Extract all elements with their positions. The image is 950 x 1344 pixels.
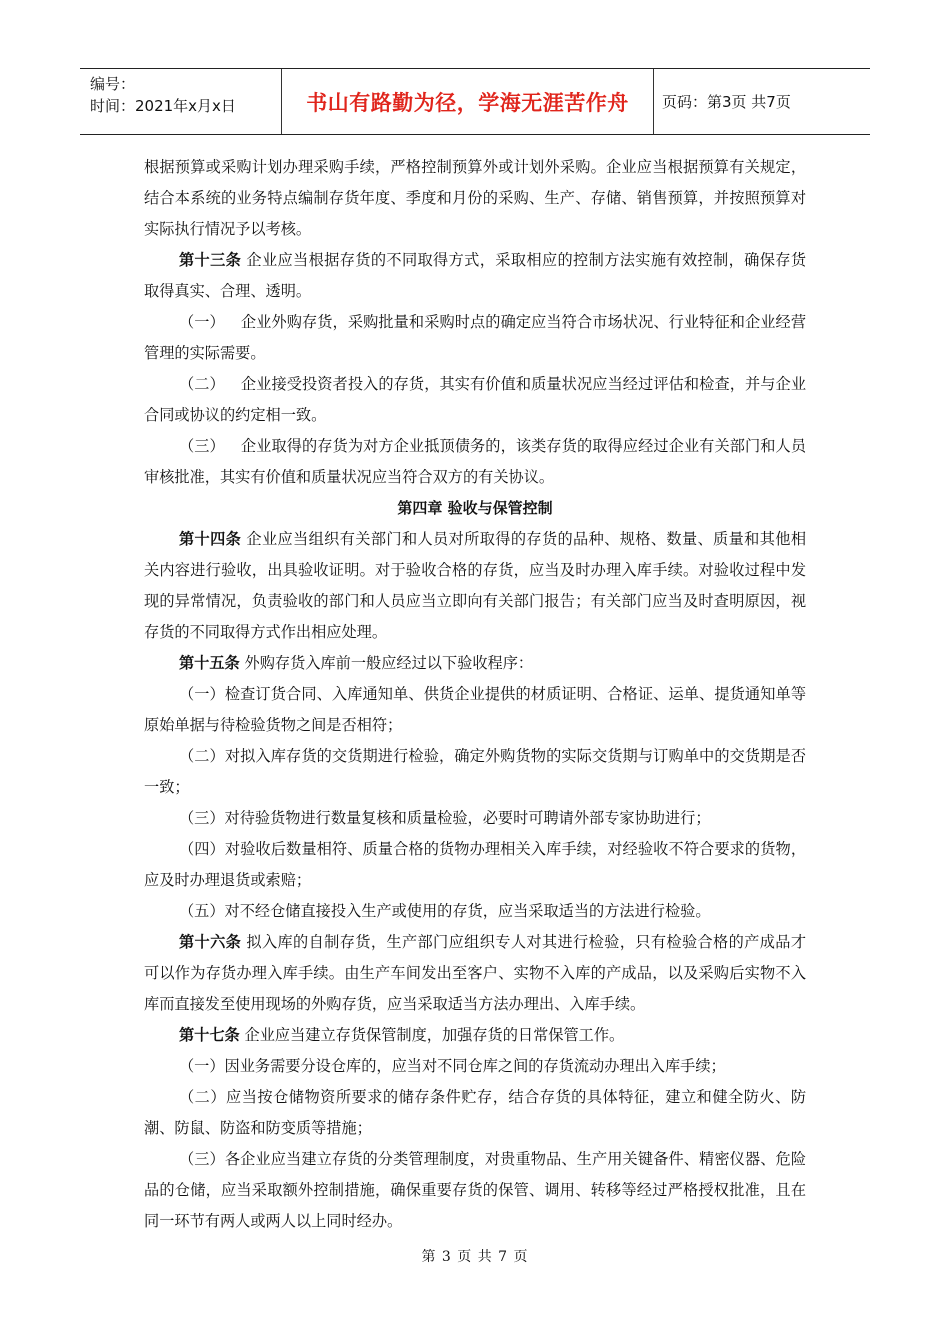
list-item: （二）应当按仓储物资所要求的储存条件贮存，结合存货的具体特征，建立和健全防火、防潮、防鼠、防盗和防变质等措施； (144, 1088, 806, 1137)
article-number: 第十四条 (178, 530, 242, 548)
time-label: 时间：2021年x月x日 (90, 97, 236, 115)
article-16: 第十六条 拟入库的自制存货，生产部门应组织专人对其进行检验，只有检验合格的产成品才可以作为存货办理入库手续。由生产车间发出至客户、实物不入库的产成品，以及采购后实物不入库而直接发至使用现场的外购存货，应当采取适当方法办理出、入库手续。 (144, 933, 807, 1013)
list-item: （二）对拟入库存货的交货期进行检验，确定外购货物的实际交货期与订购单中的交货期是否一致； (144, 747, 806, 796)
article-number: 第十七条 (178, 1026, 240, 1044)
article-14: 第十四条 企业应当组织有关部门和人员对所取得的存货的品种、规格、数量、质量和其他相关内容进行验收，出具验收证明。对于验收合格的存货，应当及时办理入库手续。对验收过程中发现的异常情况，负责验收的部门和人员应当立即向有关部门报告；有关部门应当及时查明原因，视存货的不同取得方式作出相应处理。 (144, 530, 807, 641)
list-item: （三）各企业应当建立存货的分类管理制度，对贵重物品、生产用关键备件、精密仪器、危险品的仓储，应当采取额外控制措施，确保重要存货的保管、调用、转移等经过严格授权批准，且在同一环节有两人或两人以上同时经办。 (144, 1150, 806, 1230)
document-header (80, 68, 870, 135)
list-item: （五）对不经仓储直接投入生产或使用的存货，应当采取适当的方法进行检验。 (178, 902, 711, 920)
list-item: （三） 企业取得的存货为对方企业抵顶债务的，该类存货的取得应经过企业有关部门和人员审核批准，其实有价值和质量状况应当符合双方的有关协议。 (144, 437, 807, 486)
page-footer: 第 3 页 共 7 页 (421, 1249, 529, 1265)
list-item: （四）对验收后数量相符、质量合格的货物办理相关入库手续，对经验收不符合要求的货物，应及时办理退货或索赔； (144, 840, 806, 889)
list-item: （一）检查订货合同、入库通知单、供货企业提供的材质证明、合格证、运单、提货通知单等原始单据与待检验货物之间是否相符； (144, 685, 806, 734)
article-15: 第十五条 外购存货入库前一般应经过以下验收程序： (178, 654, 534, 672)
article-number: 第十六条 (178, 933, 242, 951)
header-meta (80, 69, 282, 134)
article-17: 第十七条 企业应当建立存货保管制度，加强存货的日常保管工作。 (178, 1026, 625, 1044)
paragraph: 根据预算或采购计划办理采购手续，严格控制预算外或计划外采购。企业应当根据预算有关规定，结合本系统的业务特点编制存货年度、季度和月份的采购、生产、存储、销售预算，并按照预算对实际执行情况予以考核。 (144, 158, 806, 238)
list-item: （二） 企业接受投资者投入的存货，其实有价值和质量状况应当经过评估和检查，并与企业合同或协议的约定相一致。 (144, 375, 807, 424)
list-item: （一） 企业外购存货，采购批量和采购时点的确定应当符合市场状况、行业特征和企业经营管理的实际需要。 (144, 313, 807, 362)
article-13: 第十三条 企业应当根据存货的不同取得方式，采取相应的控制方法实施有效控制，确保存货取得真实、合理、透明。 (144, 251, 807, 300)
page-info: 页码：第3页 共7页 (662, 93, 791, 111)
motto: 书山有路勤为径，学海无涯苦作舟 (306, 90, 629, 115)
article-number: 第十五条 (178, 654, 240, 672)
number-label: 编号： (90, 75, 136, 93)
document-body (144, 152, 806, 1237)
article-number: 第十三条 (178, 251, 242, 269)
header-page-cell (654, 69, 870, 134)
chapter-heading: 第四章 验收与保管控制 (397, 499, 553, 517)
list-item: （一）因业务需要分设仓库的，应当对不同仓库之间的存货流动办理出入库手续； (178, 1057, 726, 1075)
list-item: （三）对待验货物进行数量复核和质量检验，必要时可聘请外部专家协助进行； (178, 809, 711, 827)
header-motto-cell (282, 69, 654, 134)
